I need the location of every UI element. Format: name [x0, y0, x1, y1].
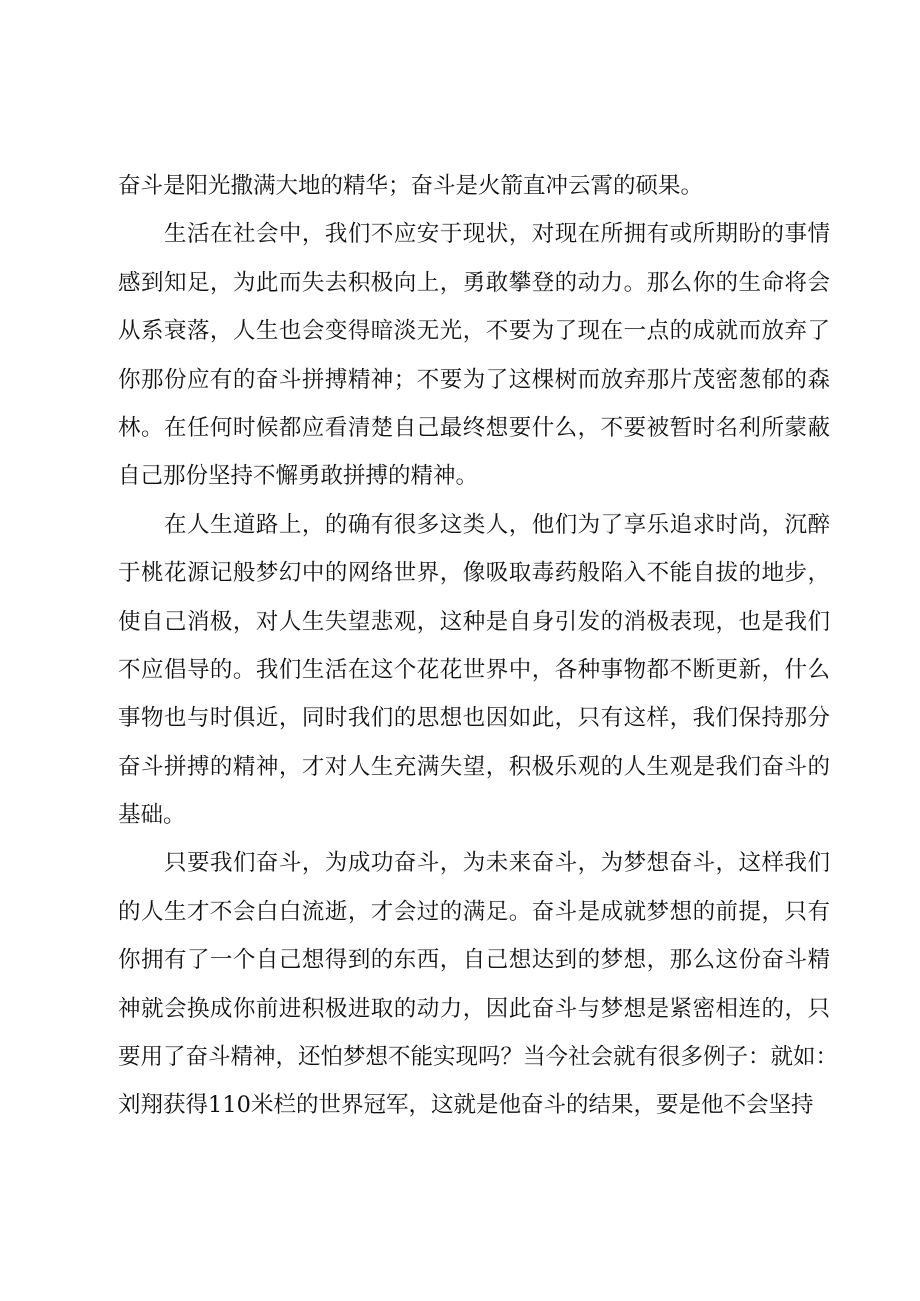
- paragraph: [118, 162, 830, 210]
- text-line: 感到知足，为此而失去积极向上，勇敢攀登的动力。那么你的生命将会: [118, 269, 830, 296]
- text-line: 自己那份坚持不懈勇敢拼搏的精神。: [118, 463, 479, 490]
- text-line: 于桃花源记般梦幻中的网络世界，像吸取毒药般陷入不能自拔的地步，: [118, 560, 830, 587]
- text-line: 生活在社会中，我们不应安于现状，对现在所拥有或所期盼的事情: [164, 221, 830, 248]
- text-line: 不应倡导的。我们生活在这个花花世界中，各种事物都不断更新，什么: [118, 656, 830, 683]
- text-line: 的人生才不会白白流逝，才会过的满足。奋斗是成就梦想的前提，只有: [118, 898, 830, 925]
- text-line: 要用了奋斗精神，还怕梦想不能实现吗？当今社会就有很多例子：就如：: [118, 1044, 839, 1071]
- paragraph: [118, 501, 830, 840]
- text-line: 基础。: [118, 802, 186, 829]
- text-line: 林。在任何时候都应看清楚自己最终想要什么，不要被暂时名利所蒙蔽: [118, 414, 830, 441]
- text-line: 奋斗是阳光撒满大地的精华；奋斗是火箭直冲云霄的硕果。: [118, 173, 704, 199]
- text-line: 刘翔获得110米栏的世界冠军，这就是他奋斗的结果，要是他不会坚持: [118, 1092, 814, 1119]
- text-line: 你拥有了一个自己想得到的东西，自己想达到的梦想，那么这份奋斗精: [118, 947, 830, 974]
- text-line: 在人生道路上，的确有很多这类人，他们为了享乐追求时尚，沉醉: [164, 511, 830, 538]
- document-body: [118, 162, 839, 1130]
- text-line: 你那份应有的奋斗拼搏精神；不要为了这棵树而放弃那片茂密葱郁的森: [118, 366, 830, 393]
- text-line: 只要我们奋斗，为成功奋斗，为未来奋斗，为梦想奋斗，这样我们: [164, 850, 830, 877]
- text-line: 神就会换成你前进积极进取的动力，因此奋斗与梦想是紧密相连的，只: [118, 995, 830, 1022]
- text-line: 使自己消极，对人生失望悲观，这种是自身引发的消极表现，也是我们: [118, 608, 830, 635]
- text-line: 事物也与时俱近，同时我们的思想也因如此，只有这样，我们保持那分: [118, 705, 830, 732]
- text-line: 奋斗拼搏的精神，才对人生充满失望，积极乐观的人生观是我们奋斗的: [118, 753, 830, 780]
- paragraph: [118, 839, 839, 1129]
- text-line: 从系衰落，人生也会变得暗淡无光，不要为了现在一点的成就而放弃了: [118, 318, 830, 345]
- paragraph: [118, 210, 830, 500]
